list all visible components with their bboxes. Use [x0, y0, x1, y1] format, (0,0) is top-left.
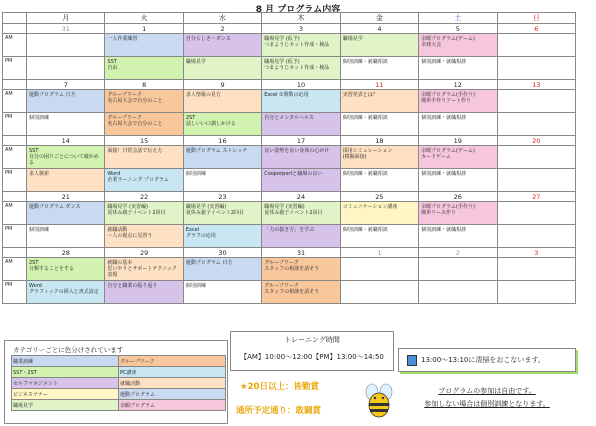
program-text: 個別訓練 [29, 115, 50, 121]
am-label: AM [3, 90, 27, 113]
program-text: 職場見学 (仮予) つまようじセット作成・検品 [264, 36, 330, 48]
program-text: グループワーク スタッフの相談を話そう [264, 283, 320, 295]
program-cell [419, 169, 497, 192]
participation-note [398, 383, 576, 421]
participation-line-2: 参加しない場合は個別訓練となります。 [424, 400, 550, 408]
program-text: 職場見学 (実習編) 夏休み親子イベント2回目 [107, 204, 166, 216]
program-cell [262, 146, 340, 169]
program-text [499, 35, 574, 55]
date-number: 1 [340, 248, 418, 258]
date-number: 19 [419, 136, 497, 146]
program-text: 職場見学 (実習編) 夏休み親子イベント2回目 [185, 204, 245, 216]
program-text [499, 282, 574, 302]
bucket-icon [407, 355, 417, 366]
program-text: Word グラフィックの挿入と書式設定 [29, 283, 99, 295]
program-text [499, 170, 574, 190]
training-title: トレーニング時間 [284, 336, 340, 344]
legend-item: PC講座 [119, 367, 226, 378]
program-text [499, 226, 574, 246]
program-cell [27, 281, 105, 304]
category-legend [4, 340, 228, 424]
date-number: 13 [497, 80, 575, 90]
pm-label: PM [3, 281, 27, 304]
program-cell [183, 281, 261, 304]
program-text: 職場見学 [185, 59, 206, 65]
program-text: 自分とメンタルヘルス [264, 115, 314, 121]
pm-row [3, 113, 576, 136]
program-text [342, 282, 417, 302]
date-number: 20 [497, 136, 575, 146]
program-text: 採用シミュレーション (模擬面接) [342, 148, 393, 160]
program-cell [340, 90, 418, 113]
corner-cell [3, 13, 27, 24]
program-cell [183, 169, 261, 192]
training-hours: 【AM】10:00〜12:00【PM】13:00〜14:50 [240, 353, 384, 361]
program-cell [419, 258, 497, 281]
program-cell [27, 169, 105, 192]
program-cell [105, 169, 183, 192]
program-text: 職場見学 [342, 36, 363, 42]
program-cell [27, 34, 105, 57]
date-row-label [3, 192, 27, 202]
program-text: 2ST 話しいい口調しかける [185, 115, 236, 127]
pm-row [3, 169, 576, 192]
am-row [3, 202, 576, 225]
date-number: 6 [497, 24, 575, 34]
program-text: グループワーク スタッフの相談を話そう [264, 260, 320, 272]
legend-item: 職場見学 [12, 400, 119, 411]
program-text: 個別訓練 [29, 227, 50, 233]
weekday-fri: 金 [340, 13, 418, 24]
legend-item: セルフマネジメント [12, 378, 119, 389]
date-number: 24 [262, 192, 340, 202]
program-text: 個別訓練・就職相談 [342, 115, 388, 121]
program-text: 個別訓練 [185, 283, 206, 289]
program-cell [183, 113, 261, 136]
program-cell [419, 146, 497, 169]
program-cell [262, 34, 340, 57]
date-row-label [3, 24, 27, 34]
program-text: 2ST 分類することをする [29, 260, 75, 272]
program-text: 個別訓練・就職相談 [421, 115, 467, 121]
pm-row [3, 281, 576, 304]
date-number: 7 [27, 80, 105, 90]
am-label: AM [3, 34, 27, 57]
weekday-wed: 水 [183, 13, 261, 24]
date-number: 11 [340, 80, 418, 90]
training-hours-box [230, 331, 394, 371]
pm-label: PM [3, 169, 27, 192]
program-cell [27, 225, 105, 248]
program-text: 良い姿勢を良い身体の心がけ [264, 148, 330, 154]
program-cell [105, 225, 183, 248]
program-text: 職場見学 (仮予) つまようじセット作成・検品 [264, 59, 330, 71]
program-text: 運動プログラム 日方 [185, 260, 233, 266]
bee-mascot-icon [364, 378, 394, 420]
program-text [420, 259, 495, 279]
legend-item: SST・2ST [12, 367, 119, 378]
program-text: 個別訓練・就職相談 [342, 227, 388, 233]
program-text: 余暇プログラム(手作り) 簡単手作りアート作り [421, 92, 475, 104]
date-number: 31 [27, 24, 105, 34]
program-text [499, 114, 574, 134]
cleaning-notice-text: 13:00〜13:10に清掃をおこないます。 [421, 356, 545, 364]
program-cell [105, 113, 183, 136]
am-label: AM [3, 202, 27, 225]
weekday-header-row [3, 13, 576, 24]
program-text [420, 282, 495, 302]
program-text: グループワーク 名古屋大会で自分のこと [107, 92, 163, 104]
program-cell [419, 57, 497, 80]
date-number: 10 [262, 80, 340, 90]
date-number: 12 [419, 80, 497, 90]
date-number: 4 [340, 24, 418, 34]
program-cell [183, 34, 261, 57]
date-number: 3 [262, 24, 340, 34]
program-cell [340, 34, 418, 57]
program-cell [419, 113, 497, 136]
program-cell [105, 281, 183, 304]
page-title: 8 月 プログラム内容 [255, 5, 341, 15]
legend-item: 就職活動 [119, 378, 226, 389]
program-text: 個別訓練・就職相談 [421, 171, 467, 177]
pm-row [3, 57, 576, 80]
program-cell [340, 225, 418, 248]
program-cell [497, 34, 575, 57]
program-text: 一人作業練習 [107, 36, 138, 42]
program-cell [183, 146, 261, 169]
date-number: 9 [183, 80, 261, 90]
program-text: 個別訓練・就職相談 [421, 59, 467, 65]
program-cell [262, 57, 340, 80]
program-text: 個別訓練・就職相談 [342, 59, 388, 65]
weekday-thu: 木 [262, 13, 340, 24]
program-cell [419, 202, 497, 225]
program-cell [497, 169, 575, 192]
pm-label: PM [3, 113, 27, 136]
program-cell [262, 169, 340, 192]
program-text: 面接！日常会話で伝え方 [107, 148, 163, 154]
program-cell [105, 258, 183, 281]
program-cell [27, 90, 105, 113]
date-number: 30 [183, 248, 261, 258]
am-row [3, 258, 576, 281]
am-row [3, 146, 576, 169]
program-cell [262, 225, 340, 248]
date-number: 22 [105, 192, 183, 202]
program-cell [497, 146, 575, 169]
date-row [3, 80, 576, 90]
am-row [3, 90, 576, 113]
legend-item: グループワーク [119, 356, 226, 367]
program-cell [262, 90, 340, 113]
program-text [342, 259, 417, 279]
date-row-label [3, 80, 27, 90]
program-cell [497, 225, 575, 248]
participation-line-1: プログラムの参加は自由です。 [438, 387, 536, 395]
date-row [3, 192, 576, 202]
program-cell [419, 225, 497, 248]
legend-item: 職業訓練 [12, 356, 119, 367]
program-cell [183, 57, 261, 80]
program-cell [105, 34, 183, 57]
program-text: 「力の抜き方」を学ぶ [264, 227, 315, 233]
program-cell [419, 281, 497, 304]
program-text: 実習発表とは？ [342, 92, 378, 98]
award-line-2: 通所予定通り：敢闘賞 [236, 406, 322, 416]
date-number: 2 [419, 248, 497, 258]
program-text [28, 58, 103, 78]
program-cell [262, 281, 340, 304]
program-text: 運動プログラム ストレッチ [185, 148, 248, 154]
legend-item: 余暇プログラム [119, 400, 226, 411]
program-cell [105, 90, 183, 113]
program-text: Cooporportと職場の良い [264, 171, 323, 177]
legend-item: ビジネスマナー [12, 389, 119, 400]
am-label: AM [3, 258, 27, 281]
program-text: 個別訓練・就職相談 [421, 227, 467, 233]
date-number: 14 [27, 136, 105, 146]
date-number: 31 [262, 248, 340, 258]
program-cell [340, 57, 418, 80]
program-text: SST 自由 [107, 59, 118, 71]
program-cell [183, 225, 261, 248]
program-text: 運動プログラム ダンス [29, 204, 81, 210]
program-text: 余暇プログラム(ゲーム) カードゲーム [421, 148, 475, 160]
program-cell [497, 281, 575, 304]
program-cell [497, 90, 575, 113]
program-text: 就職の基本 思いやりとサポートテクニック表現 [107, 260, 177, 278]
date-number: 15 [105, 136, 183, 146]
program-cell [497, 202, 575, 225]
program-cell [105, 57, 183, 80]
program-cell [497, 57, 575, 80]
program-text: Excel ①関数の応用 [264, 92, 309, 98]
program-cell [27, 258, 105, 281]
legend-row [12, 367, 226, 378]
program-cell [497, 113, 575, 136]
program-text: コミュニケーション講座 [342, 204, 398, 210]
program-text: 自分と職業の振り返り [107, 283, 158, 289]
date-number: 3 [497, 248, 575, 258]
weekday-mon: 月 [27, 13, 105, 24]
legend-row [12, 378, 226, 389]
date-number: 5 [419, 24, 497, 34]
date-number: 17 [262, 136, 340, 146]
date-row [3, 24, 576, 34]
program-cell [340, 113, 418, 136]
program-cell [183, 202, 261, 225]
date-number: 2 [183, 24, 261, 34]
program-text: 運動プログラム 日方 [29, 92, 76, 98]
program-text: 自分らしさ〜ダンス [185, 36, 231, 42]
date-number: 8 [105, 80, 183, 90]
program-text [499, 58, 574, 78]
date-number: 27 [497, 192, 575, 202]
program-text: 職場見学 (実習編) 夏休み親子イベント2回目 [264, 204, 323, 216]
weekday-sat: 土 [419, 13, 497, 24]
date-row [3, 136, 576, 146]
date-number: 16 [183, 136, 261, 146]
program-cell [262, 113, 340, 136]
program-text: 余暇プログラム(手作り) 簡単リース作り [421, 204, 475, 216]
program-cell [105, 146, 183, 169]
date-number: 18 [340, 136, 418, 146]
cleaning-notice [398, 348, 576, 372]
program-cell [340, 169, 418, 192]
program-cell [27, 57, 105, 80]
pm-row [3, 225, 576, 248]
program-text [28, 35, 103, 55]
program-cell [105, 202, 183, 225]
weekday-sun: 日 [497, 13, 575, 24]
program-cell [262, 258, 340, 281]
program-text: 求人情報の見方 [185, 92, 221, 98]
program-text: Word 企業ラーニング プログラム [107, 171, 169, 183]
pm-label: PM [3, 225, 27, 248]
legend-table [11, 355, 226, 411]
legend-item: 運動プログラム [119, 389, 226, 400]
program-text [499, 203, 574, 223]
attendance-award [234, 378, 378, 420]
pm-label: PM [3, 57, 27, 80]
program-cell [27, 202, 105, 225]
date-number: 25 [340, 192, 418, 202]
program-text: グループワーク 名古屋大会で自分のこと [107, 115, 163, 127]
date-number: 28 [27, 248, 105, 258]
monthly-calendar [2, 12, 576, 304]
date-number: 29 [105, 248, 183, 258]
program-cell [419, 90, 497, 113]
program-text [499, 147, 574, 167]
program-text: SST 自分の困りごとについて確かめる [29, 148, 99, 166]
date-row-label [3, 136, 27, 146]
program-cell [27, 113, 105, 136]
program-text: 個別訓練 [185, 171, 206, 177]
program-cell [183, 90, 261, 113]
legend-row [12, 389, 226, 400]
program-text [499, 259, 574, 279]
weekday-tue: 火 [105, 13, 183, 24]
program-cell [262, 202, 340, 225]
date-number: 21 [27, 192, 105, 202]
am-label: AM [3, 146, 27, 169]
legend-row [12, 400, 226, 411]
date-number: 1 [105, 24, 183, 34]
legend-row [12, 356, 226, 367]
am-row [3, 34, 576, 57]
program-cell [497, 258, 575, 281]
award-line-1: ★20日以上：皆勤賞 [240, 382, 319, 392]
program-cell [340, 281, 418, 304]
program-cell [27, 146, 105, 169]
program-cell [340, 258, 418, 281]
program-text: 就職活動 〜人の視点に見習う [107, 227, 153, 239]
program-text: 余暇プログラム(ゲーム) 卓球大会 [421, 36, 475, 48]
program-text: 個別訓練・就職相談 [342, 171, 388, 177]
date-number: 23 [183, 192, 261, 202]
date-row [3, 248, 576, 258]
program-cell [419, 34, 497, 57]
program-cell [340, 202, 418, 225]
program-text [499, 91, 574, 111]
program-cell [183, 258, 261, 281]
date-row-label [3, 248, 27, 258]
program-text: 求人検索 [29, 171, 50, 177]
legend-title: カテゴリーごとに色分けされています [13, 346, 124, 354]
date-number: 26 [419, 192, 497, 202]
program-cell [340, 146, 418, 169]
program-text: Excel グラフの応用 [185, 227, 216, 239]
